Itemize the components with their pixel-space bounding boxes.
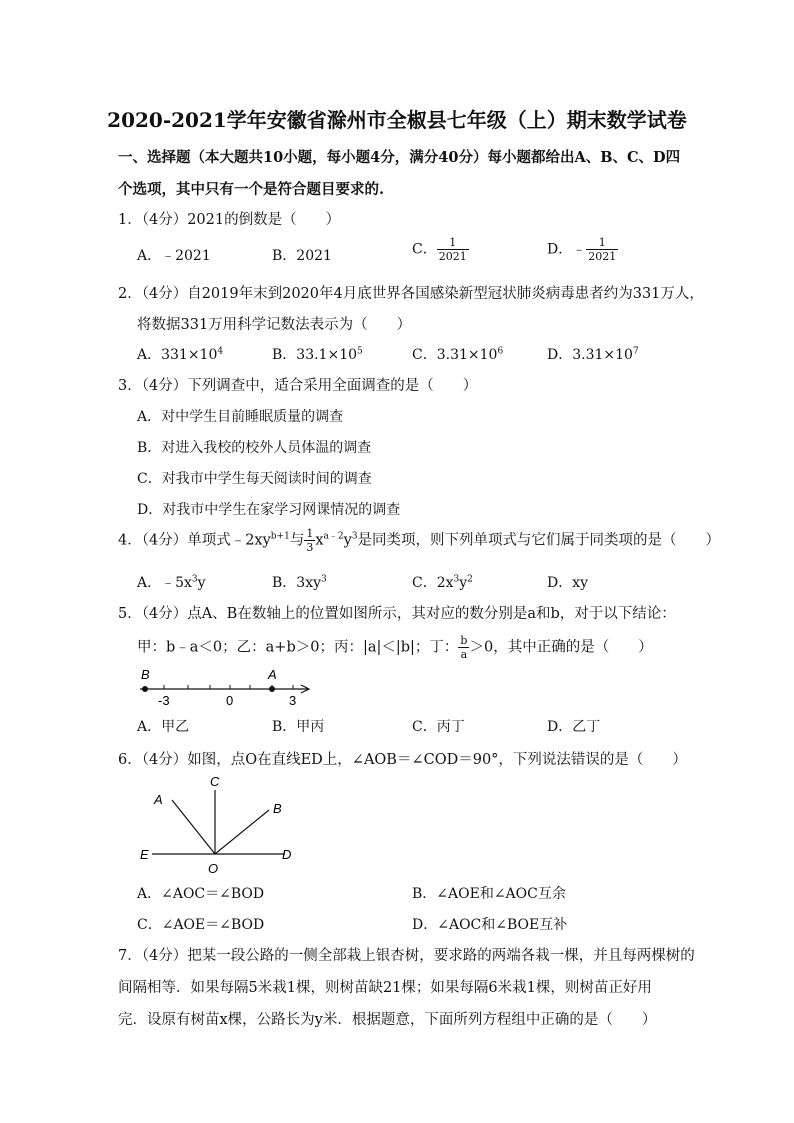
q6-option-d: D．∠AOC和∠BOE互补	[412, 917, 568, 933]
q2-option-a: A．$331\times 10^4$	[137, 346, 224, 363]
angle-figure	[132, 772, 302, 878]
q4-option-b: B．$3xy^3$	[272, 574, 327, 591]
q5-option-c: C．丙丁	[412, 719, 465, 735]
q1-option-d: D．﹣ $\frac{1}{2021}$	[547, 236, 617, 263]
point-A	[269, 686, 275, 692]
q3-option-a: A．对中学生目前睡眠质量的调查	[137, 409, 344, 425]
label-E: E	[140, 847, 149, 862]
q1-option-a: A．﹣2021	[137, 248, 211, 264]
label-O: O	[208, 861, 219, 876]
ray-OB	[215, 810, 269, 854]
label-C: C	[210, 774, 220, 789]
section-heading-line1: 一、选择题（本大题共10小题，每小题4分，满分40分）每小题都给出A、B、C、D四	[118, 149, 681, 166]
q3-option-b: B．对进入我校的校外人员体温的调查	[137, 440, 372, 456]
tick-label-neg3: -3	[158, 693, 170, 708]
point-B	[142, 686, 148, 692]
number-line-figure	[130, 664, 320, 710]
q5-option-b: B．甲丙	[272, 719, 325, 735]
q1-option-b: B．2021	[272, 248, 332, 264]
q1-stem: 1．（4分）2021的倒数是（ ）	[118, 212, 341, 228]
q6-stem: 6．（4分）如图，点O在直线ED上，∠AOB＝∠COD＝90°，下列说法错误的是（ ）	[118, 752, 687, 768]
q7-stem-line3: 完．设原有树苗x棵，公路长为y米．根据题意，下面所列方程组中正确的是（ ）	[118, 1012, 657, 1028]
q4-option-c: C．$2x^3y^2$	[412, 574, 473, 591]
page-title: 2020-2021学年安徽省滁州市全椒县七年级（上）期末数学试卷	[107, 108, 687, 132]
q2-stem-line2: 将数据331万用科学记数法表示为（ ）	[137, 317, 412, 333]
q7-stem-line2: 间隔相等．如果每隔5米栽1棵，则树苗缺21棵；如果每隔6米栽1棵，则树苗正好用	[118, 980, 652, 996]
label-D: D	[282, 847, 292, 862]
q3-stem: 3．（4分）下列调查中，适合采用全面调查的是（ ）	[118, 378, 478, 394]
q4-option-a: A．$﹣5x^3y$	[137, 574, 206, 591]
q3-option-d: D．对我市中学生在家学习网课情况的调查	[137, 502, 401, 518]
q6-option-a: A．∠AOC＝∠BOD	[137, 886, 265, 902]
q2-option-b: B．$33.1\times 10^5$	[272, 346, 363, 363]
label-A: A	[154, 792, 163, 807]
tick-label-3: 3	[289, 693, 297, 708]
q2-option-c: C．$3.31\times 10^6$	[412, 346, 504, 363]
tick-label-0: 0	[226, 693, 234, 708]
q4-option-d: D．xy	[547, 575, 589, 591]
q5-option-a: A．甲乙	[137, 719, 190, 735]
q5-stem-line2: 甲：b﹣a＜0；乙：a+b＞0；丙：|a|＜|b|；丁： $\frac{b}{a}$ ＞0，其中正确的是（ ）	[137, 634, 653, 661]
label-B: B	[273, 801, 282, 816]
q5-option-d: D．乙丁	[547, 719, 601, 735]
q5-stem-line1: 5．（4分）点A、B在数轴上的位置如图所示，其对应的数分别是a和b，对于以下结论：	[118, 606, 676, 622]
q1-option-c: C． $\frac{1}{2021}$	[412, 236, 467, 263]
label-A: A	[268, 667, 277, 682]
section-heading-line2: 个选项，其中只有一个是符合题目要求的.	[118, 181, 385, 198]
q7-stem-line1: 7．（4分）把某一段公路的一侧全部栽上银杏树，要求路的两端各栽一棵，并且每两棵树的	[118, 948, 695, 964]
label-B: B	[141, 667, 150, 682]
q6-option-c: C．∠AOE＝∠BOD	[137, 917, 265, 933]
q4-stem: 4．（4分）单项式$﹣2xy^{b+1}$与 $\frac{1}{3}$ $x^{a﹣2}y^3$是同类项，则下列单项式与它们属于同类项的是（ ）	[118, 527, 721, 554]
q3-option-c: C．对我市中学生每天阅读时间的调查	[137, 471, 372, 487]
q2-stem-line1: 2．（4分）自2019年末到2020年4月底世界各国感染新型冠状肺炎病毒患者约为331万人，	[118, 286, 704, 302]
q2-option-d: D．$3.31\times 10^7$	[547, 346, 639, 363]
q6-option-b: B．∠AOE和∠AOC互余	[412, 886, 566, 902]
ray-OA	[172, 800, 215, 854]
